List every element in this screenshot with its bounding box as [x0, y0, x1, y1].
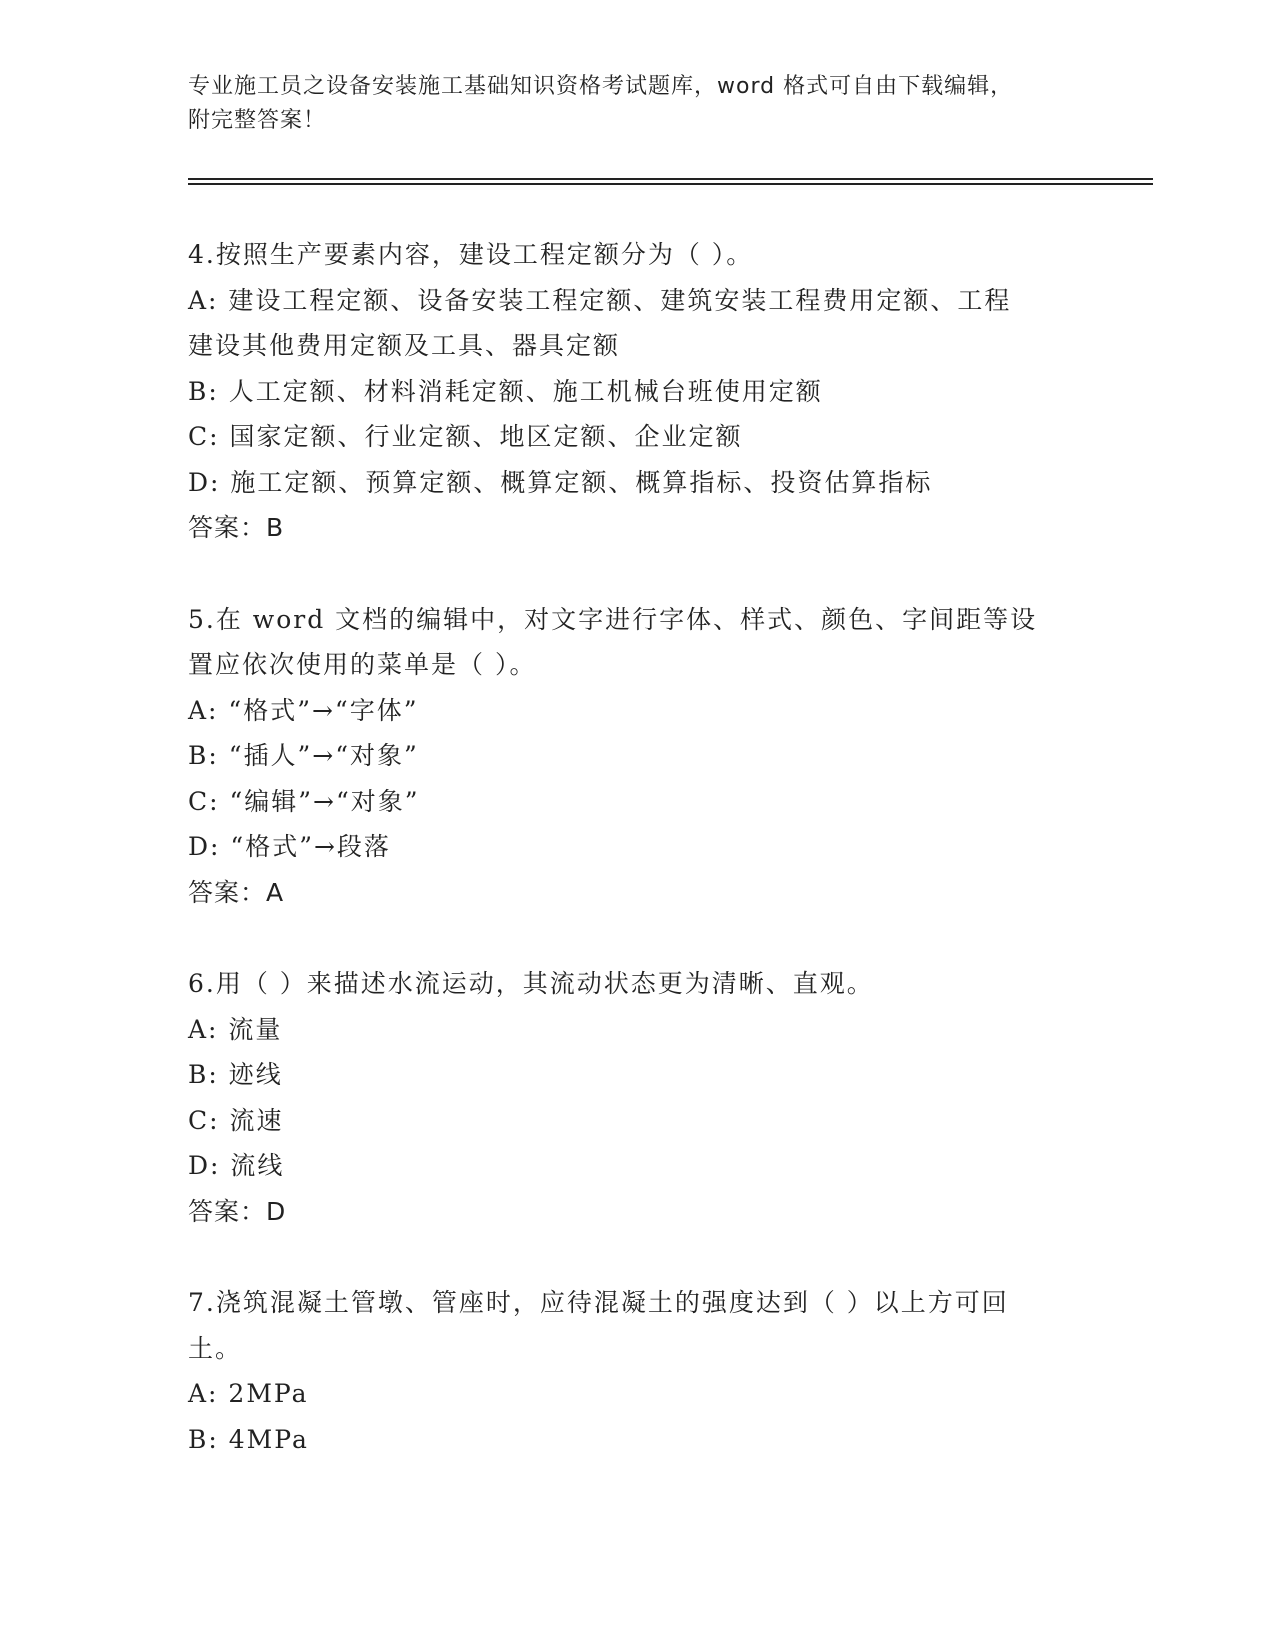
option-c: C: 流速: [188, 1105, 284, 1135]
question-stem: 7.浇筑混凝土管墩、管座时，应待混凝土的强度达到（ ）以上方可回: [188, 1288, 1009, 1317]
question-stem: 6.用（ ）来描述水流运动，其流动状态更为清晰、直观。: [188, 969, 874, 998]
option-a: A: “格式”→“字体”: [188, 695, 419, 725]
option-a: A: 流量: [188, 1014, 283, 1044]
option-d: D: “格式”→段落: [188, 832, 391, 861]
question-stem: 4.按照生产要素内容，建设工程定额分为（ ）。: [188, 240, 754, 269]
option-b: B: 迹线: [188, 1060, 283, 1089]
question-stem-continued: 置应依次使用的菜单是（ ）。: [188, 650, 537, 679]
question-stem-continued: 土。: [188, 1333, 243, 1363]
option-a: A: 2MPa: [188, 1379, 309, 1408]
header-divider-bottom: [188, 183, 1153, 185]
header-divider-top: [188, 178, 1153, 180]
option-c: C: “编辑”→“对象”: [188, 786, 420, 816]
answer: 答案：A: [188, 877, 285, 907]
question-stem: 5.在 word 文档的编辑中，对文字进行字体、样式、颜色、字间距等设: [188, 604, 1038, 634]
question-5: [188, 597, 1088, 916]
option-b: B: “插人”→“对象”: [188, 741, 419, 770]
answer: 答案：B: [188, 513, 285, 542]
question-4: [188, 232, 1088, 551]
question-6: [188, 961, 1088, 1234]
question-7: [188, 1280, 1088, 1462]
option-a-continued: 建设其他费用定额及工具、器具定额: [188, 331, 621, 360]
document-header: [188, 70, 1088, 138]
option-a: A: 建设工程定额、设备安装工程定额、建筑安装工程费用定额、工程: [188, 285, 1012, 315]
option-d: D: 施工定额、预算定额、概算定额、概算指标、投资估算指标: [188, 467, 933, 497]
option-b: B: 4MPa: [188, 1424, 309, 1454]
question-list: [188, 232, 1088, 1508]
option-b: B: 人工定额、材料消耗定额、施工机械台班使用定额: [188, 376, 823, 406]
option-c: C: 国家定额、行业定额、地区定额、企业定额: [188, 422, 743, 451]
header-line-1: 专业施工员之设备安装施工基础知识资格考试题库，word 格式可自由下载编辑，: [188, 74, 1014, 99]
answer: 答案：D: [188, 1196, 287, 1226]
option-d: D: 流线: [188, 1151, 285, 1180]
header-line-2: 附完整答案！: [188, 108, 327, 133]
